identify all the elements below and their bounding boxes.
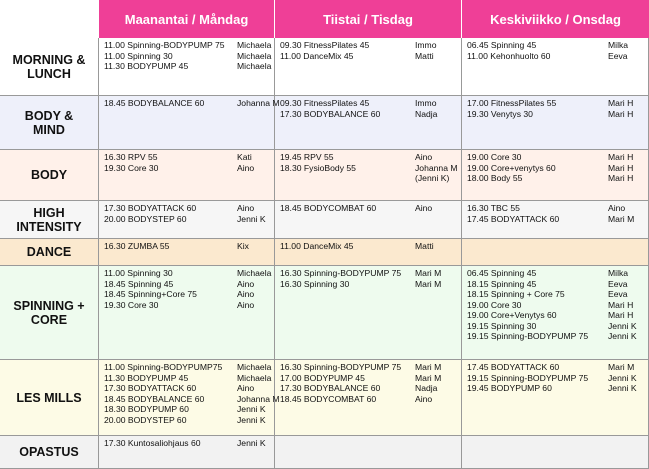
instructor-name: Aino bbox=[237, 162, 255, 173]
category-label-line: SPINNING + bbox=[13, 298, 85, 313]
class-time-name: 17.45 BODYATTACK 60 bbox=[467, 213, 560, 224]
class-entry bbox=[280, 373, 458, 384]
instructor-name: Immo bbox=[415, 40, 437, 50]
instructor-name: Immo bbox=[415, 98, 437, 108]
instructor-name: Michaela bbox=[237, 40, 272, 50]
instructor-name: Jenni K bbox=[608, 320, 637, 331]
instructor-name: Eeva bbox=[608, 289, 628, 299]
class-time-name: 11.00 Spinning 30 bbox=[104, 268, 173, 278]
day-cell bbox=[99, 96, 280, 149]
day-cell bbox=[275, 38, 462, 95]
class-time-name: 18.00 Body 55 bbox=[467, 173, 523, 183]
class-entry bbox=[467, 214, 645, 225]
category-label-line: BODY & bbox=[24, 108, 74, 123]
schedule-row bbox=[0, 436, 649, 469]
class-time-name: 17.30 BODYBALANCE 60 bbox=[280, 108, 381, 119]
class-entry bbox=[104, 268, 271, 279]
day-cell bbox=[99, 266, 275, 359]
category-label-line: BODY bbox=[30, 168, 68, 182]
day-cell bbox=[275, 150, 462, 200]
class-entry bbox=[104, 383, 271, 394]
class-entry bbox=[280, 268, 458, 279]
day-cell bbox=[462, 201, 649, 238]
category-label bbox=[0, 150, 99, 200]
class-entry bbox=[104, 214, 271, 225]
instructor-name: Mari H bbox=[608, 310, 634, 320]
schedule-row bbox=[0, 38, 649, 96]
day-cell bbox=[275, 360, 462, 435]
class-time-name: 18.15 Spinning + Core 75 bbox=[467, 289, 565, 299]
class-entry bbox=[104, 40, 271, 51]
category-label bbox=[0, 96, 99, 149]
instructor-name: Kix bbox=[237, 241, 249, 251]
class-entry bbox=[467, 310, 645, 321]
day-cell bbox=[275, 239, 462, 265]
day-cell bbox=[99, 38, 275, 95]
category-label-line: HIGH bbox=[33, 205, 65, 220]
instructor-name: Mari M bbox=[415, 372, 442, 383]
category-label-line: INTENSITY bbox=[16, 219, 82, 234]
class-time-name: 17.30 BODYBALANCE 60 bbox=[280, 383, 381, 393]
day-cell bbox=[462, 38, 649, 95]
class-entry bbox=[280, 383, 458, 394]
instructor-name: Mari M bbox=[608, 213, 635, 224]
class-entry bbox=[104, 61, 271, 72]
instructor-name: Eeva bbox=[608, 50, 628, 61]
class-entry bbox=[104, 300, 271, 311]
class-time-name: 19.00 Core+Venytys 60 bbox=[467, 310, 557, 320]
category-label-line: DANCE bbox=[26, 245, 72, 259]
class-entry bbox=[467, 152, 645, 163]
class-time-name: 19.00 Core+venytys 60 bbox=[467, 162, 556, 173]
instructor-name: Mari M bbox=[415, 278, 442, 289]
day-cell bbox=[99, 239, 275, 265]
instructor-name: Jenni K bbox=[237, 213, 266, 224]
day-cell bbox=[99, 150, 275, 200]
class-time-name: 18.45 BODYBALANCE 60 bbox=[104, 393, 205, 404]
class-time-name: 11.00 Kehonhuolto 60 bbox=[467, 50, 551, 61]
class-entry bbox=[280, 98, 458, 109]
schedule-row bbox=[0, 96, 649, 150]
schedule-row bbox=[0, 239, 649, 266]
category-label bbox=[0, 38, 99, 95]
class-time-name: 17.45 BODYATTACK 60 bbox=[467, 362, 560, 372]
class-entry bbox=[280, 279, 458, 290]
day-cell bbox=[462, 436, 649, 468]
class-entry bbox=[104, 163, 271, 174]
class-time-name: 11.00 Spinning-BODYPUMP 75 bbox=[104, 40, 225, 50]
class-entry bbox=[104, 404, 271, 415]
class-entry bbox=[280, 109, 458, 120]
category-label-line: MORNING & bbox=[12, 52, 86, 67]
instructor-name: Jenni K bbox=[608, 331, 637, 341]
instructor-name: Johanna M bbox=[415, 162, 458, 173]
class-entry bbox=[104, 289, 271, 300]
day-cell bbox=[462, 150, 649, 200]
instructor-name: Aino bbox=[237, 289, 255, 299]
day-cell bbox=[462, 360, 649, 435]
class-time-name: 18.30 BODYPUMP 60 bbox=[104, 404, 189, 414]
category-label-line: LES MILLS bbox=[16, 390, 82, 405]
instructor-name: Kati bbox=[237, 152, 252, 162]
class-time-name: 11.00 Spinning 30 bbox=[104, 50, 173, 61]
instructor-name: Aino bbox=[237, 299, 255, 310]
class-entry bbox=[104, 152, 271, 163]
instructor-name: Mari H bbox=[608, 162, 634, 173]
class-time-name: 19.00 Core 30 bbox=[467, 299, 522, 310]
day-cell bbox=[462, 239, 649, 265]
class-entry bbox=[467, 173, 645, 184]
instructor-name: Matti bbox=[415, 50, 434, 61]
class-time-name: 06.45 Spinning 45 bbox=[467, 268, 537, 278]
instructor-name: Mari H bbox=[608, 173, 634, 183]
instructor-name: Jenni K bbox=[237, 438, 266, 448]
class-time-name: 16.30 Spinning 30 bbox=[280, 278, 350, 289]
day-cell bbox=[462, 266, 649, 359]
class-time-name: 09.30 FitnessPilates 45 bbox=[280, 40, 370, 50]
category-label-line: OPASTUS bbox=[19, 445, 79, 459]
class-entry bbox=[467, 163, 645, 174]
class-time-name: 18.15 Spinning 45 bbox=[467, 278, 537, 289]
header-tuesday: Tiistai / Tisdag bbox=[275, 0, 461, 38]
instructor-name: Mari M bbox=[415, 268, 442, 278]
class-entry bbox=[280, 173, 458, 184]
class-time-name: 18.45 Spinning+Core 75 bbox=[104, 289, 197, 299]
class-entry bbox=[104, 415, 271, 426]
class-time-name: 18.45 BODYCOMBAT 60 bbox=[280, 393, 377, 404]
class-time-name: 06.45 Spinning 45 bbox=[467, 40, 537, 50]
class-entry bbox=[280, 152, 458, 163]
class-time-name: 19.30 Core 30 bbox=[104, 162, 159, 173]
class-time-name: 17.00 BODYPUMP 45 bbox=[280, 372, 365, 383]
day-cell bbox=[99, 201, 275, 238]
class-entry bbox=[467, 300, 645, 311]
class-entry bbox=[104, 241, 271, 252]
class-entry bbox=[104, 438, 271, 449]
class-entry bbox=[280, 241, 458, 252]
class-time-name: 18.45 Spinning 45 bbox=[104, 278, 174, 289]
class-time-name: 18.45 BODYCOMBAT 60 bbox=[280, 203, 377, 213]
class-entry bbox=[104, 98, 280, 109]
instructor-name: Jenni K bbox=[608, 372, 637, 383]
instructor-name: Eeva bbox=[608, 278, 628, 289]
class-entry bbox=[467, 279, 645, 290]
schedule-row bbox=[0, 360, 649, 436]
day-cell bbox=[275, 201, 462, 238]
class-entry bbox=[280, 40, 458, 51]
schedule-row bbox=[0, 150, 649, 201]
instructor-name: Nadja bbox=[415, 383, 438, 393]
category-label bbox=[0, 201, 99, 238]
instructor-name: Aino bbox=[237, 278, 255, 289]
class-entry bbox=[467, 383, 645, 394]
class-time-name: 19.30 Venytys 30 bbox=[467, 108, 533, 119]
class-time-name: 16.30 Spinning-BODYPUMP 75 bbox=[280, 268, 402, 278]
class-time-name: 19.45 BODYPUMP 60 bbox=[467, 383, 552, 393]
schedule-row bbox=[0, 266, 649, 360]
category-label bbox=[0, 436, 99, 468]
instructor-name: (Jenni K) bbox=[415, 173, 450, 183]
class-time-name: 17.30 Kuntosaliohjaus 60 bbox=[104, 438, 201, 448]
day-cell bbox=[275, 96, 462, 149]
class-entry bbox=[467, 373, 645, 384]
class-time-name: 17.30 BODYATTACK 60 bbox=[104, 383, 197, 393]
instructor-name: Michaela bbox=[237, 61, 272, 71]
category-label-line: CORE bbox=[30, 312, 68, 327]
instructor-name: Aino bbox=[237, 383, 255, 393]
category-label bbox=[0, 239, 99, 265]
class-time-name: 19.45 RPV 55 bbox=[280, 152, 334, 162]
class-time-name: 11.00 DanceMix 45 bbox=[280, 241, 354, 251]
class-entry bbox=[467, 362, 645, 373]
instructor-name: Mari H bbox=[608, 108, 634, 119]
class-entry bbox=[280, 203, 458, 214]
class-entry bbox=[467, 51, 645, 62]
class-time-name: 19.15 Spinning-BODYPUMP 75 bbox=[467, 372, 589, 383]
instructor-name: Mari M bbox=[608, 362, 635, 372]
class-entry bbox=[104, 373, 271, 384]
class-entry bbox=[104, 203, 271, 214]
corner-cell bbox=[0, 0, 99, 38]
instructor-name: Michaela bbox=[237, 50, 272, 61]
instructor-name: Aino bbox=[415, 203, 433, 213]
class-time-name: 18.45 BODYBALANCE 60 bbox=[104, 98, 205, 108]
instructor-name: Aino bbox=[237, 203, 255, 213]
instructor-name: Johanna M bbox=[237, 393, 280, 404]
class-time-name: 16.30 TBC 55 bbox=[467, 203, 520, 213]
instructor-name: Nadja bbox=[415, 108, 438, 119]
class-time-name: 19.30 Core 30 bbox=[104, 299, 159, 310]
class-entry bbox=[467, 268, 645, 279]
class-entry bbox=[467, 321, 645, 332]
class-entry bbox=[467, 331, 645, 342]
class-time-name: 18.30 FysioBody 55 bbox=[280, 162, 356, 173]
category-label bbox=[0, 360, 99, 435]
header-wednesday: Keskiviikko / Onsdag bbox=[462, 0, 649, 38]
instructor-name: Aino bbox=[415, 393, 433, 404]
class-entry bbox=[467, 289, 645, 300]
class-entry bbox=[280, 362, 458, 373]
class-time-name: 11.00 Spinning-BODYPUMP75 bbox=[104, 362, 223, 372]
class-entry bbox=[467, 98, 645, 109]
instructor-name: Matti bbox=[415, 241, 434, 251]
class-time-name: 16.30 Spinning-BODYPUMP 75 bbox=[280, 362, 402, 372]
class-time-name: 17.30 BODYATTACK 60 bbox=[104, 203, 197, 213]
instructor-name: Mari M bbox=[415, 362, 442, 372]
instructor-name: Michaela bbox=[237, 362, 272, 372]
class-entry bbox=[467, 40, 645, 51]
instructor-name: Mari H bbox=[608, 152, 634, 162]
instructor-name: Johanna M bbox=[237, 98, 280, 108]
class-time-name: 11.30 BODYPUMP 45 bbox=[104, 61, 189, 71]
class-entry bbox=[467, 203, 645, 214]
class-time-name: 20.00 BODYSTEP 60 bbox=[104, 414, 187, 425]
category-label bbox=[0, 266, 99, 359]
instructor-name: Michaela bbox=[237, 372, 272, 383]
class-entry bbox=[104, 393, 280, 405]
class-time-name: 19.15 Spinning 30 bbox=[467, 320, 537, 331]
class-time-name: 16.30 RPV 55 bbox=[104, 152, 158, 162]
day-cell bbox=[99, 360, 280, 435]
class-entry bbox=[280, 51, 458, 62]
instructor-name: Mari H bbox=[608, 98, 634, 108]
category-label-line: MIND bbox=[33, 122, 65, 137]
class-time-name: 11.00 DanceMix 45 bbox=[280, 50, 354, 61]
schedule-row bbox=[0, 201, 649, 239]
class-time-name: 19.15 Spinning-BODYPUMP 75 bbox=[467, 331, 589, 341]
class-time-name: 09.30 FitnessPilates 45 bbox=[280, 98, 370, 108]
day-cell bbox=[99, 436, 275, 468]
instructor-name: Aino bbox=[608, 203, 626, 213]
day-cell bbox=[275, 266, 462, 359]
instructor-name: Milka bbox=[608, 40, 629, 50]
instructor-name: Jenni K bbox=[237, 404, 266, 414]
day-cell bbox=[275, 436, 462, 468]
class-entry bbox=[467, 109, 645, 120]
class-entry bbox=[280, 394, 458, 405]
instructor-name: Jenni K bbox=[237, 414, 266, 425]
instructor-name: Aino bbox=[415, 152, 433, 162]
instructor-name: Michaela bbox=[237, 268, 272, 278]
class-entry bbox=[104, 51, 271, 62]
header-monday: Maanantai / Måndag bbox=[99, 0, 274, 38]
class-entry bbox=[104, 362, 271, 373]
class-time-name: 11.30 BODYPUMP 45 bbox=[104, 372, 189, 383]
class-time-name: 17.00 FitnessPilates 55 bbox=[467, 98, 557, 108]
class-time-name: 19.00 Core 30 bbox=[467, 152, 522, 162]
instructor-name: Milka bbox=[608, 268, 629, 278]
class-entry bbox=[104, 279, 271, 290]
day-cell bbox=[462, 96, 649, 149]
category-label-line: LUNCH bbox=[27, 66, 71, 81]
class-time-name: 16.30 ZUMBA 55 bbox=[104, 241, 170, 251]
class-time-name: 20.00 BODYSTEP 60 bbox=[104, 213, 187, 224]
instructor-name: Jenni K bbox=[608, 383, 637, 393]
class-entry bbox=[280, 163, 458, 174]
instructor-name: Mari H bbox=[608, 299, 634, 310]
